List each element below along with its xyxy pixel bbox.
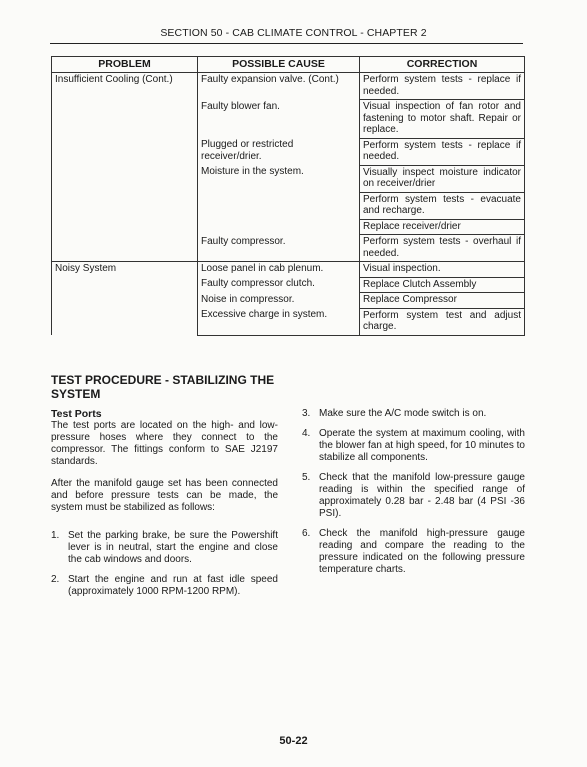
page-number: 50-22 [279, 735, 308, 747]
column-header-problem: PROBLEM [52, 57, 198, 73]
header-rule [50, 43, 523, 44]
step-number: 5. [302, 472, 311, 483]
step-text: Start the engine and run at fast idle speed (approximately 1000 RPM-1200 RPM). [68, 574, 278, 597]
correction-cell: Visually inspect moisture indicator on receiver/drier [360, 165, 525, 192]
table-header-row [52, 57, 525, 73]
correction-cell: Visual inspection of fan rotor and fastening to motor shaft. Repair or replace. [360, 100, 525, 139]
step-text: Operate the system at maximum cooling, with the blower fan at high speed, for 10 minutes to stabilize all components. [319, 428, 525, 463]
correction-cell: Perform system tests - overhaul if needed. [360, 235, 525, 262]
right-column [302, 408, 525, 584]
left-column [51, 408, 278, 606]
cause-cell: Moisture in the system. [198, 165, 360, 235]
step-text: Set the parking brake, be sure the Powershift lever is in neutral, start the engine and close the cab windows and doors. [68, 530, 278, 565]
cause-cell: Noise in compressor. [198, 293, 360, 309]
cause-cell: Faulty compressor clutch. [198, 277, 360, 293]
step-item [302, 528, 525, 576]
subheading-test-ports: Test Ports [51, 408, 102, 420]
problem-cell: Insufficient Cooling (Cont.) [52, 73, 198, 262]
correction-cell: Replace Compressor [360, 293, 525, 309]
step-number: 3. [302, 408, 311, 419]
step-number: 6. [302, 528, 311, 539]
step-number: 4. [302, 428, 311, 439]
step-text: Make sure the A/C mode switch is on. [319, 408, 487, 419]
step-number: 2. [51, 574, 60, 585]
correction-cell: Perform system tests - replace if needed. [360, 138, 525, 165]
problem-cell: Noisy System [52, 262, 198, 336]
step-item [51, 530, 278, 566]
paragraph: After the manifold gauge set has been connected and before pressure tests can be made, the system must be stabilized as follows: [51, 478, 278, 513]
correction-cell: Replace Clutch Assembly [360, 277, 525, 293]
step-item [302, 428, 525, 464]
step-number: 1. [51, 530, 60, 541]
cause-cell: Faulty expansion valve. (Cont.) [198, 73, 360, 100]
step-item [302, 408, 525, 420]
page-header: SECTION 50 - CAB CLIMATE CONTROL - CHAPTER 2 [160, 27, 427, 39]
cause-cell: Faulty blower fan. [198, 100, 360, 139]
table-row [52, 262, 525, 278]
correction-cell: Perform system tests - evacuate and recharge. [360, 192, 525, 219]
correction-cell: Visual inspection. [360, 262, 525, 278]
cause-cell: Excessive charge in system. [198, 308, 360, 335]
cause-cell: Loose panel in cab plenum. [198, 262, 360, 278]
step-text: Check that the manifold low-pressure gauge reading is within the specified range of approximately 0.28 bar - 2.48 bar (4 PSI -36 PSI). [319, 472, 525, 519]
step-item [302, 472, 525, 520]
section-title: TEST PROCEDURE - STABILIZING THE SYSTEM [51, 373, 275, 401]
step-text: Check the manifold high-pressure gauge reading and compare the reading to the pressure indicated on the following pressure temperature charts. [319, 528, 525, 575]
correction-cell: Perform system tests - replace if needed. [360, 73, 525, 100]
column-header-possible-cause: POSSIBLE CAUSE [198, 57, 360, 73]
step-item [51, 574, 278, 598]
cause-cell: Faulty compressor. [198, 235, 360, 262]
troubleshooting-table [51, 56, 525, 336]
cause-cell: Plugged or restricted receiver/drier. [198, 138, 360, 165]
column-header-correction: CORRECTION [360, 57, 525, 73]
paragraph: The test ports are located on the high- and low-pressure hoses where they connect to the compressor. The fittings conform to SAE J2197 standards. [51, 420, 278, 467]
correction-cell: Perform system test and adjust charge. [360, 308, 525, 335]
correction-cell: Replace receiver/drier [360, 219, 525, 235]
table-row [52, 73, 525, 100]
